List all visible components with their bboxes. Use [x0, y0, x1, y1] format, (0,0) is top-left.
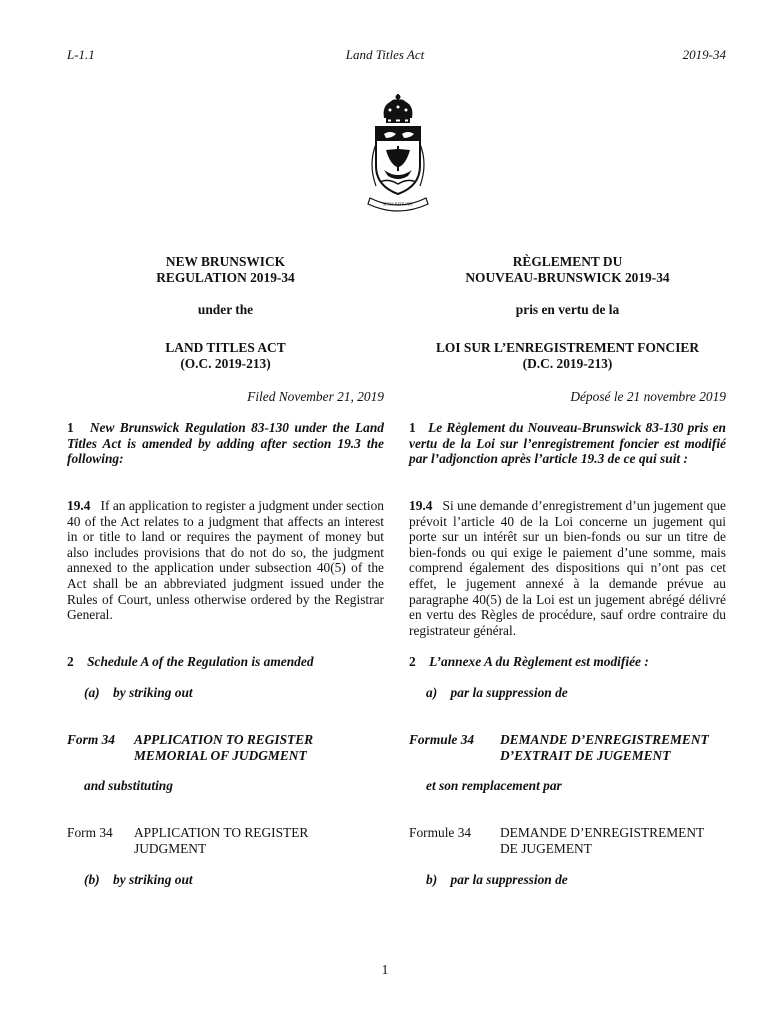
section-1-fr-number: 1 — [409, 420, 416, 435]
item-b-en-label: (b) — [84, 872, 100, 887]
section-2-fr-number: 2 — [409, 654, 416, 669]
section-1-en — [67, 420, 384, 467]
form-new-en-line1: APPLICATION TO REGISTER — [134, 825, 309, 840]
section-19-4-fr — [409, 498, 726, 638]
section-2-fr-text: L’annexe A du Règlement est modifiée : — [429, 654, 649, 669]
header-left: L-1.1 — [67, 47, 95, 62]
section-2-en-number: 2 — [67, 654, 74, 669]
title-fr-line2: NOUVEAU-BRUNSWICK 2019-34 — [465, 270, 670, 285]
header-center: Land Titles Act — [345, 47, 425, 62]
item-a-fr — [426, 685, 568, 701]
item-b-fr — [426, 872, 568, 888]
act-fr-line2: (D.C. 2019-213) — [522, 356, 613, 371]
form-old-en-line2: MEMORIAL OF JUDGMENT — [134, 748, 307, 763]
section-1-en-number: 1 — [67, 420, 74, 435]
section-1-fr — [409, 420, 726, 467]
form-new-fr-line2: DE JUGEMENT — [500, 841, 592, 856]
item-a-fr-label: a) — [426, 685, 438, 700]
substituting-en: and substituting — [84, 778, 173, 793]
coat-of-arms-icon — [362, 94, 434, 212]
item-b-fr-text: par la suppression de — [450, 872, 568, 887]
page-number: 1 — [381, 962, 389, 977]
section-2-fr — [409, 654, 726, 670]
form-new-fr-line1: DEMANDE D’ENREGISTREMENT — [500, 825, 705, 840]
title-en-line2: REGULATION 2019-34 — [156, 270, 295, 285]
section-19-4-en-text: If an application to register a judgment under section 40 of the Act relates to a judgment that affects an interest in or title to land or requires the payment of money but also includes provisions that do not do so, the judgment annexed to the application under subsection 40(5) of the Act shall be an abbreviated judgment issued under the Rules of Court, unless otherwise ordered by the Registrar General. — [67, 498, 384, 623]
item-a-fr-text: par la suppression de — [450, 685, 568, 700]
form-old-fr-label: Formule 34 — [409, 732, 475, 747]
section-19-4-fr-number: 19.4 — [409, 498, 433, 513]
under-fr: pris en vertu de la — [515, 302, 620, 317]
item-a-en-text: by striking out — [113, 685, 193, 700]
substituting-fr: et son remplacement par — [426, 778, 562, 793]
form-old-en-label: Form 34 — [67, 732, 115, 747]
section-1-fr-text: Le Règlement du Nouveau-Brunswick 83-130 pris en vertu de la Loi sur l’enregistrement foncier est modifié par l’adjonction après l’article 19.3 de ce qui suit : — [409, 420, 726, 467]
section-2-en — [67, 654, 384, 670]
section-19-4-fr-text: Si une demande d’enregistrement d’un jugement que prévoit l’article 40 de la Loi concerne un jugement qui porte sur un intérêt sur un bien-fonds ou sur un titre de bien-fonds ou qui exige le paiement d’une somme, mais comprend également des dispositions qui n’ont pas cet effet, le jugement annexé à la demande prévue au paragraphe 40(5) de la Loi est un jugement abrégé délivré en vertu des Règles de procédure, sauf ordre contraire du registrateur général. — [409, 498, 726, 638]
item-a-en — [84, 685, 193, 701]
form-new-en-line2: JUDGMENT — [134, 841, 207, 856]
form-new-en-label: Form 34 — [67, 825, 113, 840]
form-old-fr-line1: DEMANDE D’ENREGISTREMENT — [500, 732, 709, 747]
form-old-fr-line2: D’EXTRAIT DE JUGEMENT — [500, 748, 671, 763]
act-en-line1: LAND TITLES ACT — [165, 340, 286, 355]
section-19-4-en-number: 19.4 — [67, 498, 91, 513]
form-new-fr-label: Formule 34 — [409, 825, 472, 840]
act-fr-line1: LOI SUR L’ENREGISTREMENT FONCIER — [435, 340, 700, 355]
form-old-en-line1: APPLICATION TO REGISTER — [134, 732, 314, 747]
item-a-en-label: (a) — [84, 685, 100, 700]
header-right: 2019-34 — [682, 47, 726, 62]
section-2-en-text: Schedule A of the Regulation is amended — [87, 654, 314, 669]
title-fr-line1: RÈGLEMENT DU — [512, 254, 623, 269]
crest-motto: SPEM REDUXIT — [382, 201, 414, 207]
title-en-line1: NEW BRUNSWICK — [165, 254, 286, 269]
section-19-4-en — [67, 498, 384, 623]
item-b-en — [84, 872, 193, 888]
under-en: under the — [197, 302, 254, 317]
section-1-en-text: New Brunswick Regulation 83-130 under the Land Titles Act is amended by adding after section 19.3 the following: — [67, 420, 385, 467]
item-b-fr-label: b) — [426, 872, 438, 887]
act-en-line2: (O.C. 2019-213) — [180, 356, 271, 371]
filed-en: Filed November 21, 2019 — [247, 389, 384, 404]
filed-fr: Déposé le 21 novembre 2019 — [570, 389, 726, 404]
item-b-en-text: by striking out — [113, 872, 193, 887]
